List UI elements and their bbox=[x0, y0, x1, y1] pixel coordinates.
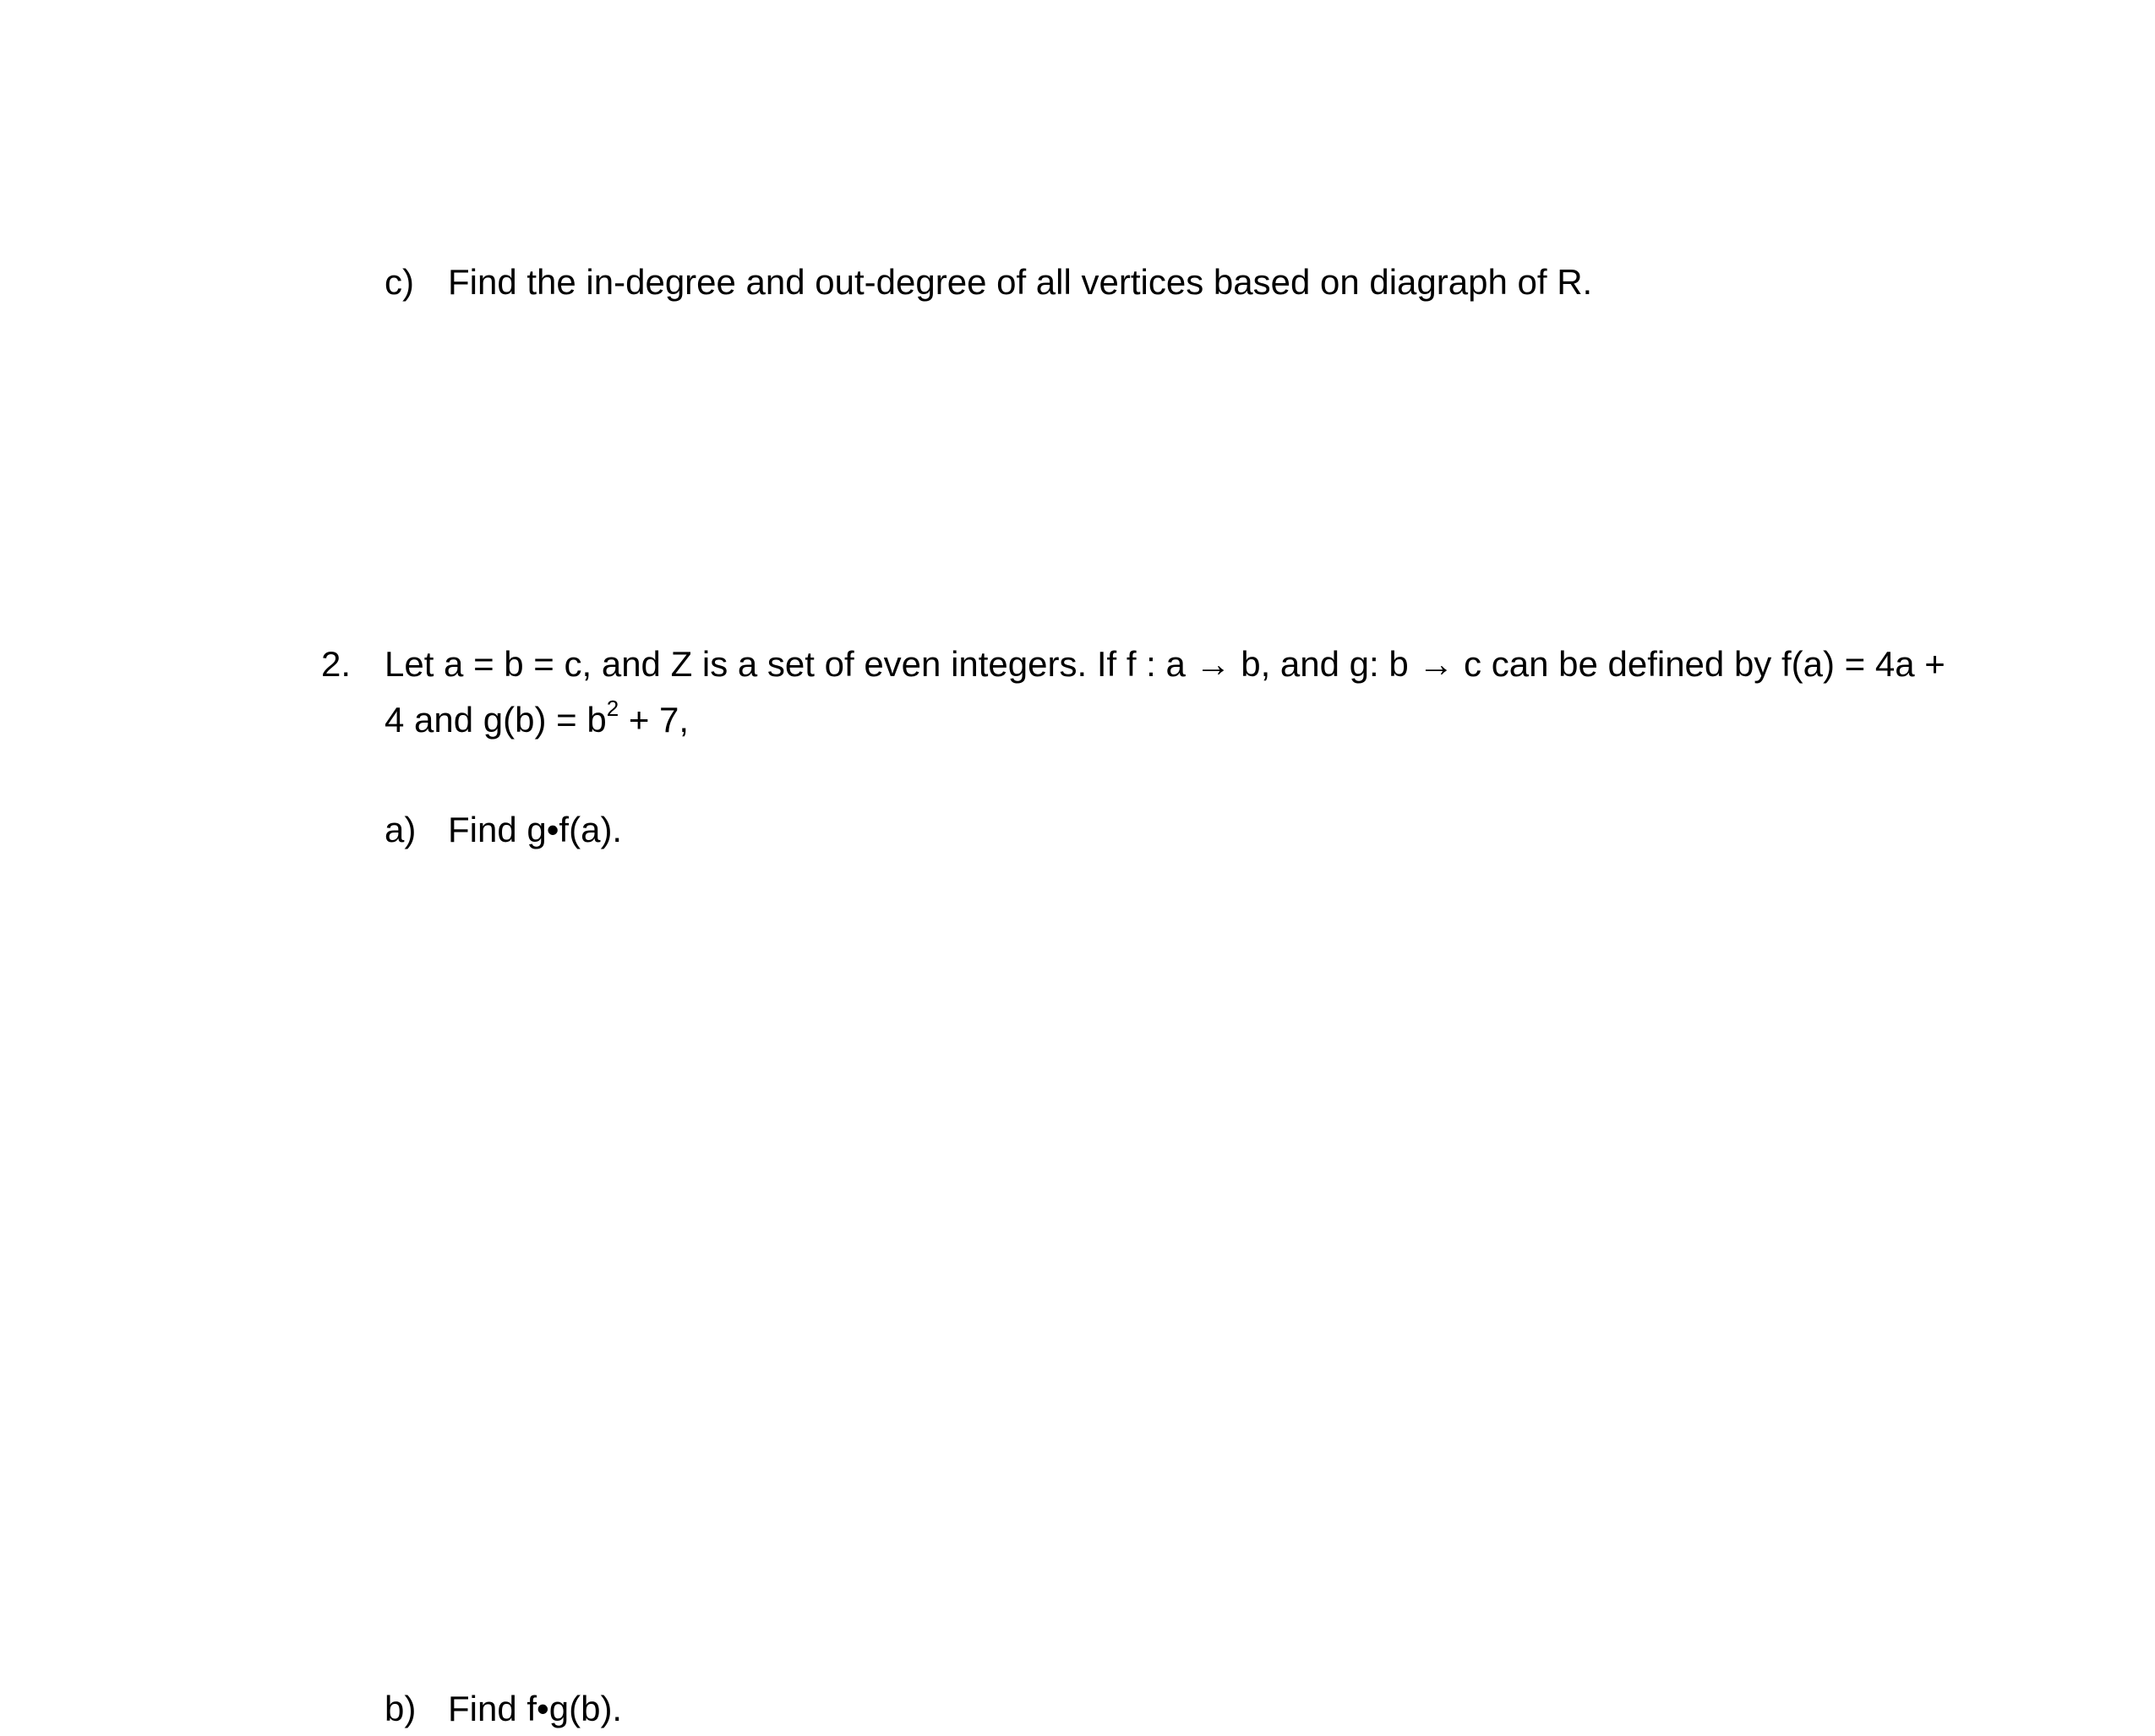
part-b-label: b) bbox=[385, 1689, 417, 1728]
question-2-line-2 bbox=[385, 693, 689, 747]
question-2-line-1: Let a = b = c, and Z is a set of even integers. If f : a → b, and g: b → c can be defined by f(a) = 4a + bbox=[385, 644, 1945, 684]
part-b-text: Find f•g(b). bbox=[448, 1689, 623, 1728]
part-c-label: c) bbox=[385, 262, 414, 302]
question-2-number: 2. bbox=[321, 644, 352, 684]
part-c-text: Find the in-degree and out-degree of all vertices based on diagraph of R. bbox=[448, 262, 1593, 302]
part-a-text: Find g•f(a). bbox=[448, 810, 623, 849]
exponent: 2 bbox=[606, 696, 619, 721]
part-a-label: a) bbox=[385, 810, 417, 849]
question-2-line-2-main: 4 and g(b) = b bbox=[385, 700, 607, 740]
question-2-line-2-tail: + 7, bbox=[619, 700, 690, 740]
